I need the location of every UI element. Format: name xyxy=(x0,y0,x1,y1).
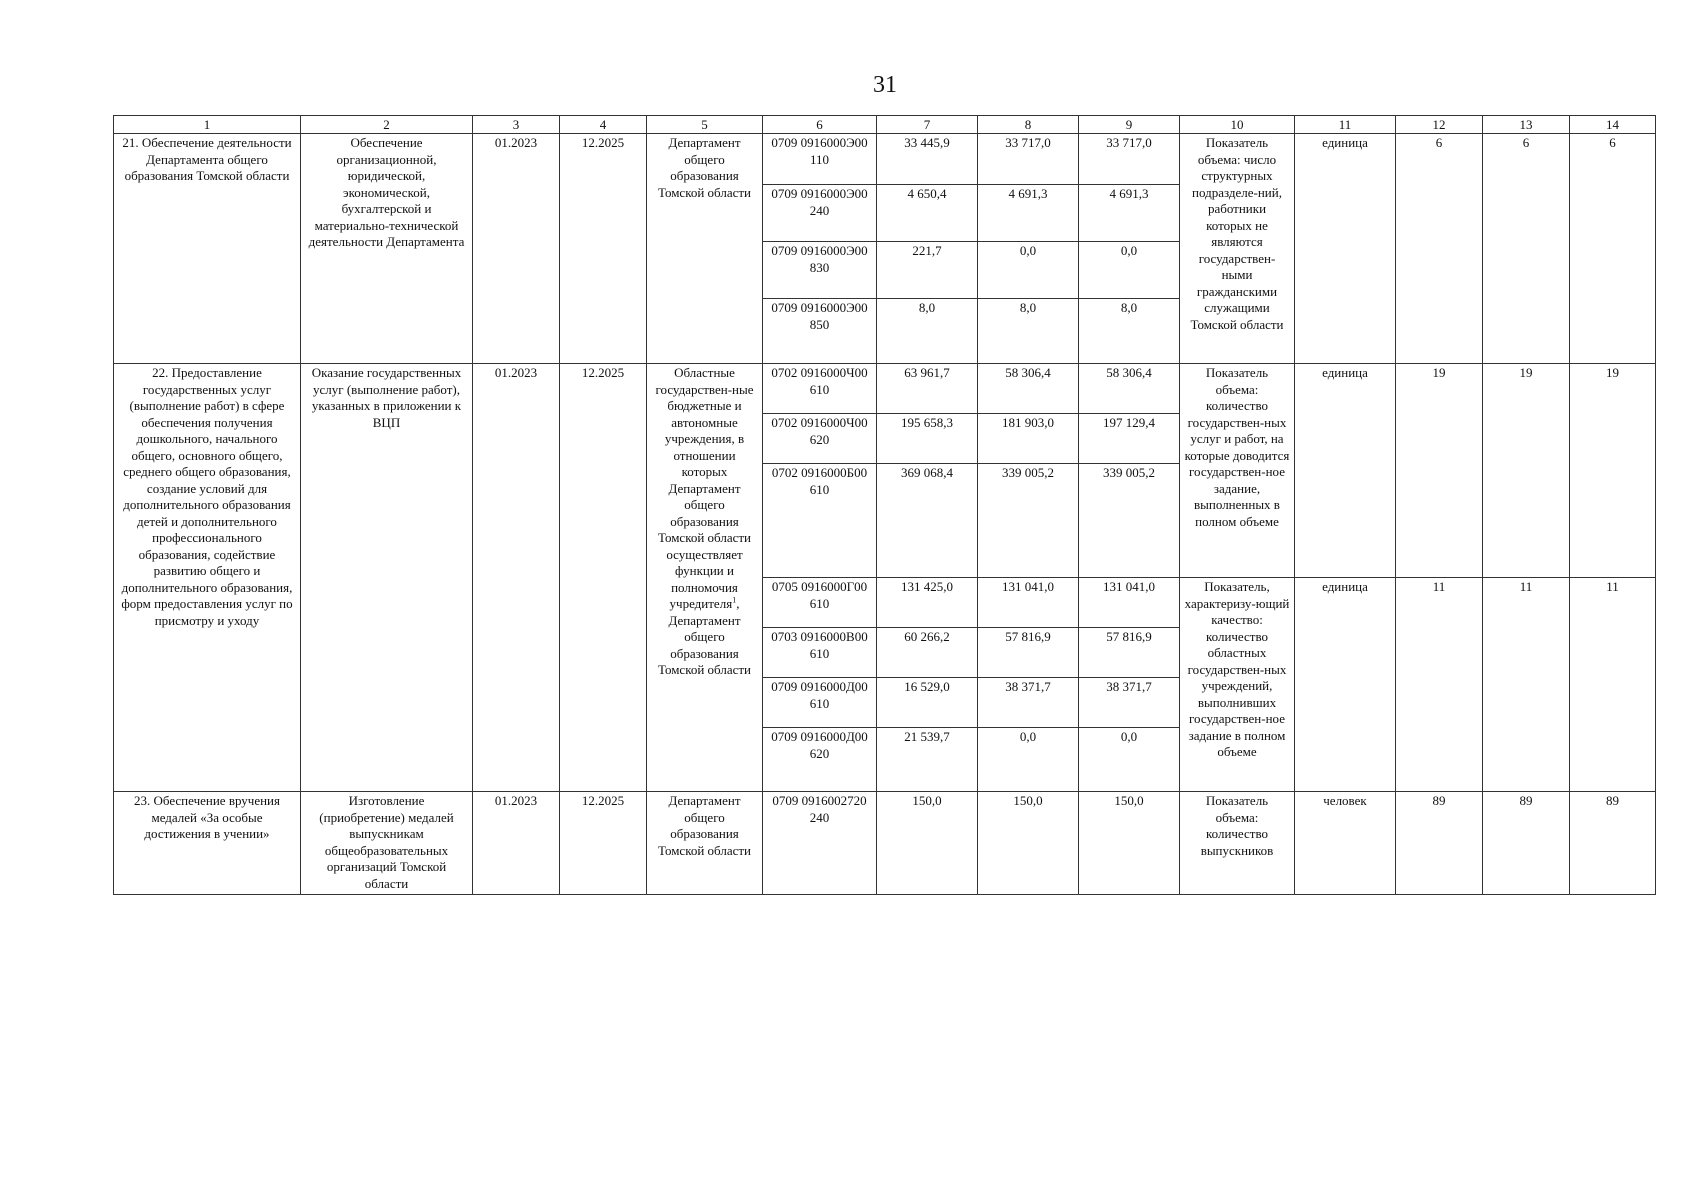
start-date: 01.2023 xyxy=(473,134,560,364)
amount-col7: 131 425,0 xyxy=(877,578,978,628)
amount-col8: 131 041,0 xyxy=(978,578,1079,628)
unit: человек xyxy=(1295,792,1396,895)
header-cell: 7 xyxy=(877,116,978,134)
header-cell: 5 xyxy=(647,116,763,134)
amount-col8: 150,0 xyxy=(978,792,1079,895)
activity-description: Оказание государственных услуг (выполнение работ), указанных в приложении к ВЦП xyxy=(301,364,473,792)
activity-name: 21. Обеспечение деятельности Департамента общего образования Томской области xyxy=(114,134,301,364)
value-col12: 6 xyxy=(1396,134,1483,364)
amount-col9: 0,0 xyxy=(1079,242,1180,299)
indicator: Показатель объема: количество государствен-ных услуг и работ, на которые доводится государствен-ное задание, выполненных в полном объеме xyxy=(1180,364,1295,578)
activity-description: Обеспечение организационной, юридической, экономической, бухгалтерской и материально-технической деятельности Департамента xyxy=(301,134,473,364)
budget-code: 0705 0916000Г00 610 xyxy=(763,578,877,628)
value-col12: 89 xyxy=(1396,792,1483,895)
unit: единица xyxy=(1295,134,1396,364)
value-col12: 19 xyxy=(1396,364,1483,578)
budget-code: 0702 0916000Ч00 620 xyxy=(763,414,877,464)
activity-description: Изготовление (приобретение) медалей выпускникам общеобразовательных организаций Томской области xyxy=(301,792,473,895)
end-date: 12.2025 xyxy=(560,792,647,895)
activity-name: 22. Предоставление государственных услуг (выполнение работ) в сфере обеспечения получения дошкольного, начального общего, основного общего, среднего общего образования, создание условий для дополнительного образования детей и дополнительного профессионального образования, содействие развитию общего и дополнительного образования, форм предоставления услуг по присмотру и уходу xyxy=(114,364,301,792)
amount-col8: 339 005,2 xyxy=(978,464,1079,578)
amount-col8: 33 717,0 xyxy=(978,134,1079,185)
amount-col9: 197 129,4 xyxy=(1079,414,1180,464)
value-col13: 11 xyxy=(1483,578,1570,792)
amount-col7: 195 658,3 xyxy=(877,414,978,464)
header-cell: 3 xyxy=(473,116,560,134)
amount-col9: 339 005,2 xyxy=(1079,464,1180,578)
value-col13: 89 xyxy=(1483,792,1570,895)
amount-col9: 33 717,0 xyxy=(1079,134,1180,185)
header-cell: 2 xyxy=(301,116,473,134)
header-cell: 10 xyxy=(1180,116,1295,134)
amount-col8: 0,0 xyxy=(978,728,1079,792)
value-col14: 89 xyxy=(1570,792,1656,895)
unit: единица xyxy=(1295,364,1396,578)
executor-text-tail: , Департамент общего образования Томской области xyxy=(657,596,752,677)
executor-text: Областные государствен-ные бюджетные и автономные учреждения, в отношении которых Департамент общего образования Томской области осуществляет функции и полномочия учредителя xyxy=(655,365,754,611)
budget-code: 0709 0916000Д00 620 xyxy=(763,728,877,792)
amount-col8: 0,0 xyxy=(978,242,1079,299)
amount-col7: 150,0 xyxy=(877,792,978,895)
amount-col7: 16 529,0 xyxy=(877,678,978,728)
value-col14: 11 xyxy=(1570,578,1656,792)
budget-code: 0702 0916000Ч00 610 xyxy=(763,364,877,414)
amount-col9: 8,0 xyxy=(1079,299,1180,364)
executor: Департамент общего образования Томской области xyxy=(647,792,763,895)
amount-col8: 58 306,4 xyxy=(978,364,1079,414)
value-col14: 6 xyxy=(1570,134,1656,364)
executor: Департамент общего образования Томской области xyxy=(647,134,763,364)
amount-col9: 131 041,0 xyxy=(1079,578,1180,628)
header-cell: 1 xyxy=(114,116,301,134)
amount-col7: 21 539,7 xyxy=(877,728,978,792)
budget-code: 0709 0916000Э00 850 xyxy=(763,299,877,364)
amount-col9: 58 306,4 xyxy=(1079,364,1180,414)
amount-col7: 60 266,2 xyxy=(877,628,978,678)
amount-col9: 38 371,7 xyxy=(1079,678,1180,728)
amount-col9: 57 816,9 xyxy=(1079,628,1180,678)
value-col13: 6 xyxy=(1483,134,1570,364)
start-date: 01.2023 xyxy=(473,364,560,792)
amount-col9: 4 691,3 xyxy=(1079,185,1180,242)
budget-code: 0709 0916002720 240 xyxy=(763,792,877,895)
amount-col8: 181 903,0 xyxy=(978,414,1079,464)
amount-col7: 4 650,4 xyxy=(877,185,978,242)
footnote-mark: 1 xyxy=(732,595,737,605)
header-cell: 9 xyxy=(1079,116,1180,134)
end-date: 12.2025 xyxy=(560,134,647,364)
value-col14: 19 xyxy=(1570,364,1656,578)
amount-col8: 38 371,7 xyxy=(978,678,1079,728)
header-cell: 6 xyxy=(763,116,877,134)
amount-col7: 63 961,7 xyxy=(877,364,978,414)
header-cell: 11 xyxy=(1295,116,1396,134)
amount-col8: 8,0 xyxy=(978,299,1079,364)
amount-col7: 369 068,4 xyxy=(877,464,978,578)
start-date: 01.2023 xyxy=(473,792,560,895)
budget-code: 0709 0916000Э00 240 xyxy=(763,185,877,242)
table-row xyxy=(114,364,1656,414)
budget-code: 0709 0916000Э00 110 xyxy=(763,134,877,185)
activity-name: 23. Обеспечение вручения медалей «За особые достижения в учении» xyxy=(114,792,301,895)
amount-col9: 150,0 xyxy=(1079,792,1180,895)
indicator: Показатель объема: количество выпускников xyxy=(1180,792,1295,895)
amount-col9: 0,0 xyxy=(1079,728,1180,792)
budget-code: 0709 0916000Д00 610 xyxy=(763,678,877,728)
header-cell: 12 xyxy=(1396,116,1483,134)
budget-code: 0703 0916000В00 610 xyxy=(763,628,877,678)
budget-code: 0702 0916000Б00 610 xyxy=(763,464,877,578)
header-cell: 14 xyxy=(1570,116,1656,134)
column-numbers-row xyxy=(114,116,1656,134)
amount-col7: 8,0 xyxy=(877,299,978,364)
end-date: 12.2025 xyxy=(560,364,647,792)
page-number: 31 xyxy=(873,72,897,98)
unit: единица xyxy=(1295,578,1396,792)
amount-col7: 221,7 xyxy=(877,242,978,299)
header-cell: 8 xyxy=(978,116,1079,134)
budget-code: 0709 0916000Э00 830 xyxy=(763,242,877,299)
indicator: Показатель, характеризу-ющий качество: количество областных государствен-ных учреждений, выполнивших государствен-ное задание в полном объеме xyxy=(1180,578,1295,792)
header-cell: 13 xyxy=(1483,116,1570,134)
amount-col8: 57 816,9 xyxy=(978,628,1079,678)
value-col12: 11 xyxy=(1396,578,1483,792)
table-row xyxy=(114,134,1656,185)
value-col13: 19 xyxy=(1483,364,1570,578)
table-row xyxy=(114,792,1656,895)
executor xyxy=(647,364,763,792)
indicator: Показатель объема: число структурных подразделе-ний, работники которых не являются государствен-ными гражданскими служащими Томской области xyxy=(1180,134,1295,364)
header-cell: 4 xyxy=(560,116,647,134)
amount-col7: 33 445,9 xyxy=(877,134,978,185)
program-activities-table xyxy=(113,115,1656,895)
amount-col8: 4 691,3 xyxy=(978,185,1079,242)
